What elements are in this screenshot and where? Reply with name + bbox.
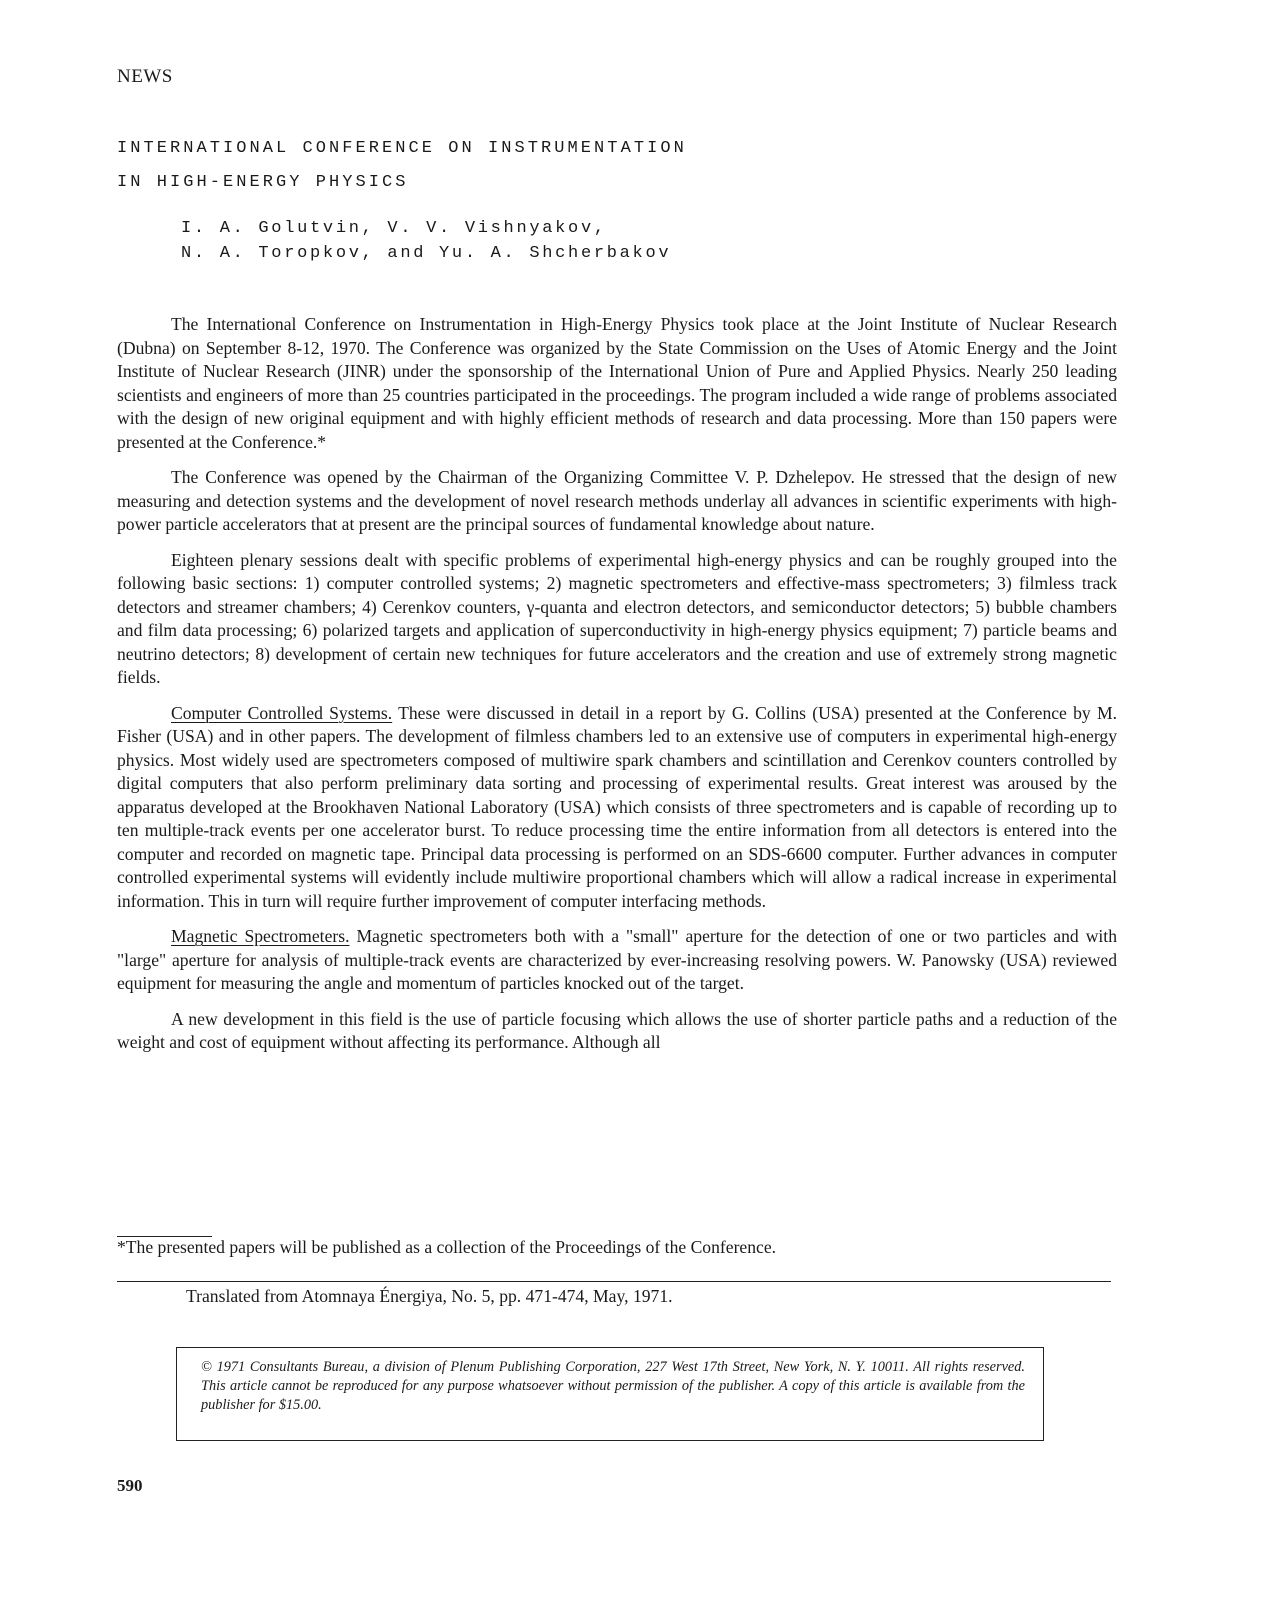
article-title-line-1: INTERNATIONAL CONFERENCE ON INSTRUMENTATION bbox=[117, 139, 687, 158]
copyright-notice: © 1971 Consultants Bureau, a division of Plenum Publishing Corporation, 227 West 17th Street, New York, N. Y. 10011. All rights reserved. This article cannot be reproduced for any purpose whatsoever without permission of the publisher. A copy of this article is available from the publisher for $15.00. bbox=[176, 1347, 1044, 1441]
paragraph-magnetic-spectrometers bbox=[117, 925, 1117, 996]
article-body bbox=[117, 313, 1117, 1067]
paragraph-magnetic-spectrometers-text: Magnetic spectrometers both with a "small" aperture for the detection of one or two particles and with "large" aperture for analysis of multiple-track events are characterized by ever-increasing resolving powers. W. Panowsky (USA) reviewed equipment for measuring the angle and momentum of particles knocked out of the target. bbox=[117, 926, 1117, 993]
authors-line-1: I. A. Golutvin, V. V. Vishnyakov, bbox=[181, 219, 607, 238]
paragraph-opening: The Conference was opened by the Chairman of the Organizing Committee V. P. Dzhelepov. He stressed that the design of new measuring and detection systems and the development of novel research methods underlay all advances in scientific experiments with high-power particle accelerators that at present are the principal sources of fundamental knowledge about nature. bbox=[117, 467, 1117, 534]
paragraph-sessions: Eighteen plenary sessions dealt with specific problems of experimental high-energy physics and can be roughly grouped into the following basic sections: 1) computer controlled systems; 2) magnetic spectrometers and effective-mass spectrometers; 3) filmless track detectors and streamer chambers; 4) Cerenkov counters, γ-quanta and electron detectors, and semiconductor detectors; 5) bubble chambers and film data processing; 6) polarized targets and application of superconductivity in high-energy physics equipment; 7) particle beams and neutrino detectors; 8) development of certain new techniques for future accelerators and the creation and use of extremely strong magnetic fields. bbox=[117, 549, 1117, 687]
paragraph-focusing: A new development in this field is the use of particle focusing which allows the use of shorter particle paths and a reduction of the weight and cost of equipment without affecting its performance. Although all bbox=[117, 1008, 1117, 1052]
heading-magnetic-spectrometers: Magnetic Spectrometers. bbox=[171, 926, 350, 946]
translation-note: Translated from Atomnaya Énergiya, No. 5, pp. 471-474, May, 1971. bbox=[186, 1286, 673, 1306]
page-number: 590 bbox=[117, 1476, 143, 1495]
paragraph-computer-systems bbox=[117, 702, 1117, 914]
translation-divider bbox=[117, 1281, 1111, 1282]
authors-line-2: N. A. Toropkov, and Yu. A. Shcherbakov bbox=[181, 244, 672, 263]
paragraph-intro: The International Conference on Instrumentation in High-Energy Physics took place at the Joint Institute of Nuclear Research (Dubna) on September 8-12, 1970. The Conference was organized by the State Commission on the Uses of Atomic Energy and the Joint Institute of Nuclear Research (JINR) under the sponsorship of the International Union of Pure and Applied Physics. Nearly 250 leading scientists and engineers of more than 25 countries participated in the proceedings. The program included a wide range of problems associated with the design of new original equipment and with highly efficient methods of research and data processing. More than 150 papers were presented at the Conference.* bbox=[117, 314, 1117, 452]
heading-computer-controlled-systems: Computer Controlled Systems. bbox=[171, 702, 393, 723]
paragraph-computer-systems-text: These were discussed in detail in a report by G. Collins (USA) presented at the Conference by M. Fisher (USA) and in other papers. The development of filmless chambers led to an extensive use of computers in experimental high-energy physics. Most widely used are spectrometers composed of multiwire spark chambers and scintillation and Cerenkov counters controlled by digital computers that also perform preliminary data sorting and processing of experimental results. Great interest was aroused by the apparatus developed at the Brookhaven National Laboratory (USA) which consists of three spectrometers and is capable of recording up to ten multiple-track events per one accelerator burst. To reduce processing time the entire information from all detectors is entered into the computer and recorded on magnetic tape. Principal data processing is performed on an SDS-6600 computer. Further advances in computer controlled experimental systems will evidently include multiwire proportional chambers which will allow a radical increase in experimental information. This in turn will require further improvement of computer interfacing methods. bbox=[117, 702, 1117, 911]
footnote: *The presented papers will be published as a collection of the Proceedings of the Conference. bbox=[117, 1237, 777, 1257]
section-label: NEWS bbox=[117, 66, 173, 87]
article-title-line-2: IN HIGH-ENERGY PHYSICS bbox=[117, 173, 409, 192]
